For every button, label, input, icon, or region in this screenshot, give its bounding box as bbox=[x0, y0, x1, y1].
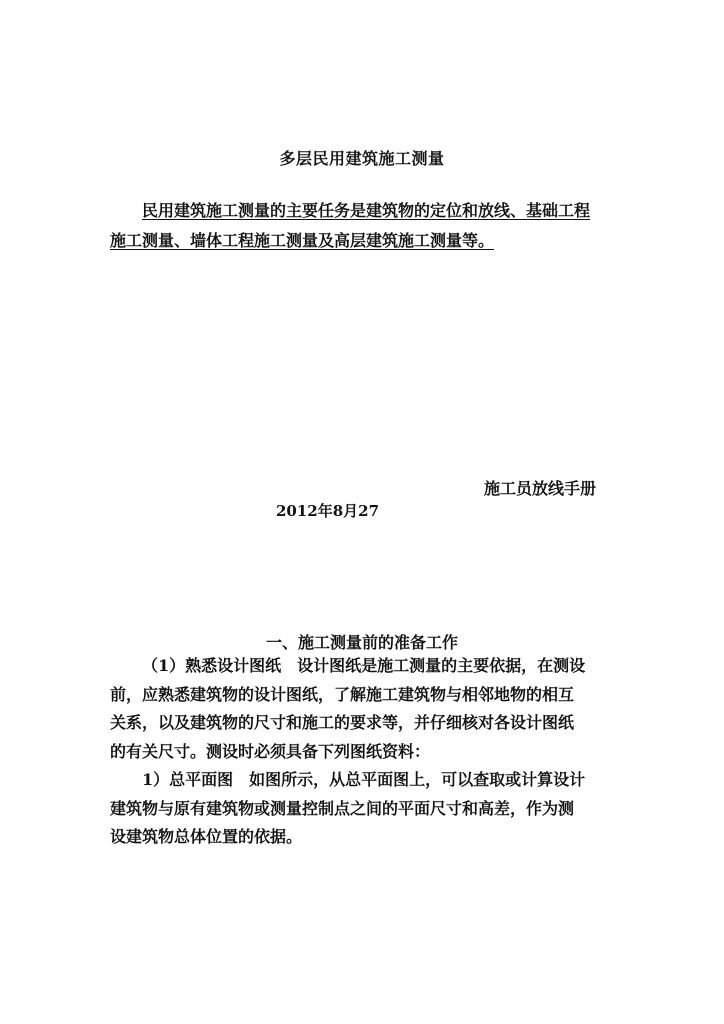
intro-line-1 bbox=[110, 196, 618, 226]
body-line: 1）总平面图 如图所示，从总平面图上，可以查取或计算设计 bbox=[142, 770, 586, 789]
document-title: 多层民用建筑施工测量 bbox=[279, 149, 445, 168]
intro-text-1: 民用建筑施工测量的主要任务是建筑物的定位和放线、基础工程 bbox=[142, 201, 591, 220]
body-line: 设建筑物总体位置的依据。 bbox=[110, 827, 303, 846]
body-line: 关系，以及建筑物的尺寸和施工的要求等，并仔细核对各设计图纸 bbox=[110, 713, 575, 732]
date-label: 2012年8月27 bbox=[276, 502, 380, 520]
section-heading: 一、施工测量前的准备工作 bbox=[265, 633, 458, 652]
body-line: 建筑物与原有建筑物或测量控制点之间的平面尺寸和高差，作为测 bbox=[110, 798, 575, 818]
intro-text-2: 施工测量、墙体工程施工测量及高层建筑施工测量等。 bbox=[110, 231, 495, 250]
intro-line-2 bbox=[110, 226, 618, 256]
body-line: 前，应熟悉建筑物的设计图纸，了解施工建筑物与相邻地物的相互 bbox=[110, 684, 575, 704]
section-body bbox=[110, 652, 620, 852]
body-line: 的有关尺寸。测设时必须具备下列图纸资料： bbox=[110, 741, 431, 761]
body-line: （1）熟悉设计图纸 设计图纸是施工测量的主要依据，在测设 bbox=[142, 656, 586, 675]
intro-paragraph bbox=[110, 196, 618, 256]
handbook-label: 施工员放线手册 bbox=[484, 479, 597, 498]
